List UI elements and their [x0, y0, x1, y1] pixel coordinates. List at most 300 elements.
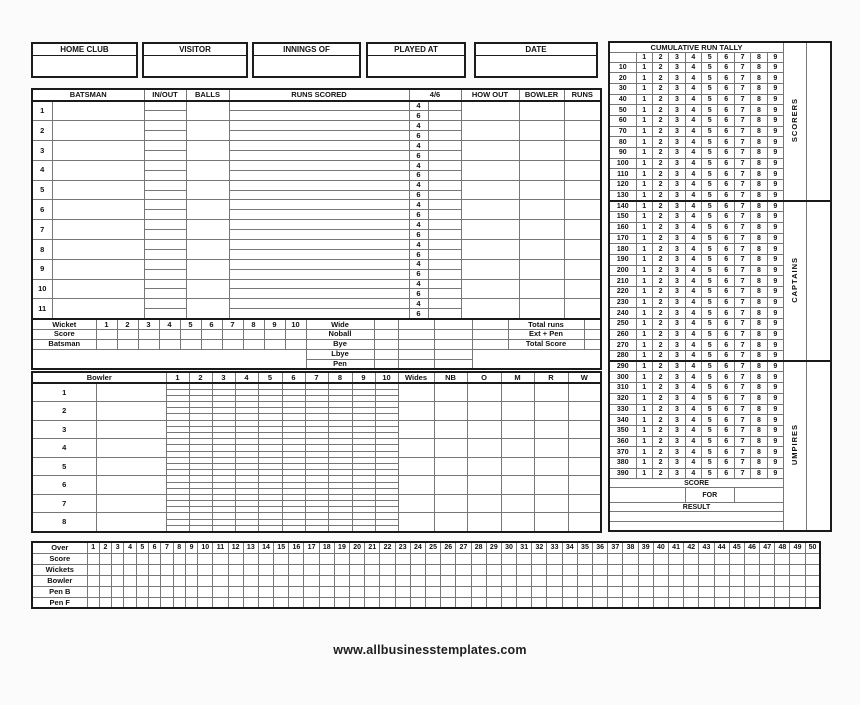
totals-area-cell [472, 349, 601, 369]
four-label: 4 [409, 220, 428, 230]
over-ball-cell [235, 525, 258, 531]
tally-run-cell: 2 [652, 222, 668, 233]
tally-run-cell: 4 [685, 265, 701, 276]
in-cell [144, 299, 186, 309]
tally-run-cell: 5 [702, 222, 718, 233]
over-number-header: 30 [501, 542, 516, 553]
match-info-label-played-at: PLAYED AT [368, 44, 464, 56]
over-number-header: 15 [274, 542, 289, 553]
tally-run-cell: 7 [734, 436, 750, 447]
batsman-row-number: 6 [32, 200, 52, 220]
tally-run-cell: 5 [702, 180, 718, 191]
score-cell [562, 553, 577, 564]
over-number-header: 43 [699, 542, 714, 553]
match-info-label-date: DATE [476, 44, 596, 56]
pen-b-cell [684, 586, 699, 597]
tally-run-cell: 4 [685, 105, 701, 116]
wickets-taken-cell [568, 513, 601, 532]
tally-run-cell: 9 [767, 244, 783, 255]
tally-run-cell: 8 [751, 404, 767, 415]
pen-f-cell [380, 597, 395, 608]
how-out-cell [461, 259, 519, 279]
pen-b-cell [289, 586, 304, 597]
runs-total-cell [564, 200, 601, 220]
four-label: 4 [409, 239, 428, 249]
bowler-cell [668, 575, 683, 586]
tally-run-cell: 5 [702, 415, 718, 426]
no-balls-cell [434, 513, 467, 532]
tally-run-cell: 7 [734, 383, 750, 394]
tally-run-cell: 8 [751, 190, 767, 201]
tally-run-cell: 8 [751, 233, 767, 244]
pen-b-cell [501, 586, 516, 597]
tally-run-cell: 4 [685, 308, 701, 319]
match-info-label-innings-of: INNINGS OF [254, 44, 359, 56]
over-number-header: 16 [289, 542, 304, 553]
tally-run-cell: 7 [734, 83, 750, 94]
tally-run-cell: 4 [685, 319, 701, 330]
score-cell [577, 553, 592, 564]
tally-run-cell: 5 [702, 148, 718, 159]
bowler-row-number: 7 [32, 494, 96, 513]
bowler-name-cell [96, 439, 166, 458]
runs-conceded-cell [534, 513, 568, 532]
wicket-number-cell: 4 [159, 319, 180, 329]
bowler-row-number: 5 [32, 457, 96, 476]
tally-run-cell: 4 [685, 361, 701, 372]
tally-run-cell: 1 [636, 201, 652, 212]
score-label: SCORE [609, 479, 784, 488]
wickets-cell [161, 564, 173, 575]
tally-run-cell: 8 [751, 137, 767, 148]
tally-run-cell: 7 [734, 351, 750, 362]
bowler-cell [562, 575, 577, 586]
fours-count-cell [428, 259, 461, 269]
tally-run-cell: 6 [718, 169, 734, 180]
tally-run-cell: 7 [734, 308, 750, 319]
overs-cell [467, 420, 501, 439]
footer-url: www.allbusinesstemplates.com [333, 643, 527, 657]
pen-f-cell [653, 597, 668, 608]
tally-run-cell: 7 [734, 457, 750, 468]
extras-value-cell [472, 319, 508, 329]
runs-conceded-cell [534, 476, 568, 495]
batsman-table [31, 88, 602, 320]
tally-run-cell: 9 [767, 457, 783, 468]
bowler-cell [456, 575, 471, 586]
over-number-header: 8 [173, 542, 185, 553]
tally-run-cell: 3 [669, 180, 685, 191]
bowler-credit-cell [519, 239, 564, 259]
tally-run-cell: 2 [652, 137, 668, 148]
bowler-row-number: 1 [32, 383, 96, 402]
pen-b-cell [243, 586, 258, 597]
pen-b-cell [365, 586, 380, 597]
tally-run-cell: 6 [718, 393, 734, 404]
wicket-fall-cell [201, 329, 222, 339]
pen-b-cell [274, 586, 289, 597]
tally-run-cell: 5 [702, 94, 718, 105]
tally-run-cell: 5 [702, 457, 718, 468]
tally-run-cell: 3 [669, 372, 685, 383]
batsman-row-number: 9 [32, 259, 52, 279]
four-label: 4 [409, 200, 428, 210]
bowler-row-number: 2 [32, 402, 96, 421]
tally-run-cell: 7 [734, 169, 750, 180]
wicket-number-cell: 2 [117, 319, 138, 329]
batsman-name-cell [52, 180, 144, 200]
sixes-count-cell [428, 249, 461, 259]
score-cell [380, 553, 395, 564]
score-cell [410, 553, 425, 564]
wickets-cell [608, 564, 623, 575]
bowler-cell [213, 575, 228, 586]
tally-row-label: 30 [609, 83, 636, 94]
match-info-field-innings-of [254, 56, 359, 77]
in-cell [144, 121, 186, 131]
extras-row [32, 349, 601, 359]
pen-b-cell [112, 586, 124, 597]
bowler-cell [805, 575, 820, 586]
wickets-cell [350, 564, 365, 575]
bowler-cell [228, 575, 243, 586]
tally-run-cell: 2 [652, 286, 668, 297]
wickets-taken-cell [568, 402, 601, 421]
tally-run-cell: 2 [652, 404, 668, 415]
tally-run-cell: 7 [734, 201, 750, 212]
over-table-row-wickets [32, 564, 820, 575]
bowler-cell [517, 575, 532, 586]
tally-run-cell: 9 [767, 158, 783, 169]
how-out-cell [461, 180, 519, 200]
runs-scored-line [229, 239, 409, 249]
pen-b-cell [395, 586, 410, 597]
pen-f-cell [173, 597, 185, 608]
tally-run-cell: 9 [767, 308, 783, 319]
tally-row-label: 220 [609, 286, 636, 297]
over-number-header: 31 [517, 542, 532, 553]
over-number-header: 28 [471, 542, 486, 553]
batsman-row-number: 7 [32, 220, 52, 240]
extras-label-noball: Noball [306, 329, 374, 339]
bowler-cell [577, 575, 592, 586]
bowler-cell [653, 575, 668, 586]
batsman-row [32, 101, 601, 111]
tally-run-cell: 7 [734, 137, 750, 148]
tally-run-cell: 4 [685, 158, 701, 169]
tally-run-cell: 1 [636, 457, 652, 468]
over-number-header: 34 [562, 542, 577, 553]
how-out-cell [461, 121, 519, 141]
in-cell [144, 141, 186, 151]
in-cell [144, 259, 186, 269]
bowler-name-cell [96, 383, 166, 402]
tally-run-cell: 3 [669, 447, 685, 458]
bowler-cell [760, 575, 775, 586]
sixes-count-cell [428, 289, 461, 299]
col-header-over-6: 6 [282, 372, 305, 383]
tally-run-cell: 9 [767, 425, 783, 436]
pen-b-cell [148, 586, 160, 597]
pen-f-cell [684, 597, 699, 608]
pen-f-cell [517, 597, 532, 608]
how-out-cell [461, 239, 519, 259]
tally-run-cell: 7 [734, 276, 750, 287]
tally-run-cell: 8 [751, 457, 767, 468]
col-header-batsman: BATSMAN [32, 89, 144, 101]
batsman-row-number: 1 [32, 101, 52, 121]
tally-row-label: 360 [609, 436, 636, 447]
wides-cell [398, 383, 434, 402]
over-number-header: 19 [334, 542, 349, 553]
wicket-fall-cell [201, 339, 222, 349]
tally-run-cell: 7 [734, 447, 750, 458]
bowler-credit-cell [519, 200, 564, 220]
tally-run-cell: 2 [652, 361, 668, 372]
pen-b-cell [486, 586, 501, 597]
tally-run-cell: 9 [767, 148, 783, 159]
bowler-cell [395, 575, 410, 586]
bowler-credit-cell [519, 259, 564, 279]
pen-b-cell [471, 586, 486, 597]
score-cell [304, 553, 319, 564]
batsman-name-cell [52, 299, 144, 319]
bowler-cell [185, 575, 197, 586]
tally-run-cell: 6 [718, 297, 734, 308]
six-label: 6 [409, 170, 428, 180]
tally-run-cell: 2 [652, 265, 668, 276]
wickets-cell [213, 564, 228, 575]
tally-run-cell: 8 [751, 83, 767, 94]
tally-run-cell: 3 [669, 436, 685, 447]
score-cell [486, 553, 501, 564]
extras-row [32, 339, 601, 349]
tally-run-cell: 8 [751, 212, 767, 223]
bowler-cell [623, 575, 638, 586]
col-header-four-six: 4/6 [409, 89, 461, 101]
extras-label-lbye: Lbye [306, 349, 374, 359]
wicket-fall-cell [222, 339, 243, 349]
extras-value-cell [434, 329, 472, 339]
wickets-cell [668, 564, 683, 575]
tally-run-cell: 2 [652, 201, 668, 212]
tally-row-label: 100 [609, 158, 636, 169]
over-ball-cell [375, 525, 398, 531]
over-number-header: 6 [148, 542, 160, 553]
totals-label-total-runs: Total runs [508, 319, 584, 329]
side-signature-cell-captains [807, 201, 831, 361]
out-cell [144, 210, 186, 220]
over-number-header: 47 [760, 542, 775, 553]
tally-run-cell: 7 [734, 222, 750, 233]
pen-b-cell [213, 586, 228, 597]
over-table-row-bowler [32, 575, 820, 586]
tally-run-cell: 3 [669, 393, 685, 404]
tally-run-cell: 7 [734, 158, 750, 169]
tally-run-cell: 1 [636, 468, 652, 479]
match-info-field-played-at [368, 56, 464, 77]
tally-row-label: 60 [609, 115, 636, 126]
tally-digit-header: 6 [718, 52, 734, 62]
batsman-row [32, 200, 601, 210]
pen-f-cell [593, 597, 608, 608]
out-cell [144, 289, 186, 299]
pen-f-cell [395, 597, 410, 608]
col-header-over-3: 3 [212, 372, 235, 383]
wickets-cell [148, 564, 160, 575]
six-label: 6 [409, 190, 428, 200]
tally-run-cell: 8 [751, 425, 767, 436]
wickets-taken-cell [568, 476, 601, 495]
wickets-cell [471, 564, 486, 575]
wickets-cell [395, 564, 410, 575]
batsman-row-number: 3 [32, 141, 52, 161]
bowler-header-row [32, 372, 601, 383]
tally-run-cell: 4 [685, 404, 701, 415]
wicket-number-cell: 6 [201, 319, 222, 329]
tally-run-cell: 1 [636, 137, 652, 148]
wickets-cell [124, 564, 136, 575]
score-cell [350, 553, 365, 564]
tally-run-cell: 4 [685, 201, 701, 212]
tally-digit-header: 3 [669, 52, 685, 62]
tally-run-cell: 8 [751, 180, 767, 191]
totals-value-cell [584, 339, 601, 349]
tally-run-cell: 4 [685, 457, 701, 468]
runs-scored-line [229, 101, 409, 111]
bowler-cell [304, 575, 319, 586]
tally-row-label: 210 [609, 276, 636, 287]
tally-run-cell: 4 [685, 393, 701, 404]
bowler-cell [319, 575, 334, 586]
tally-run-cell: 8 [751, 372, 767, 383]
over-number-header: 32 [532, 542, 547, 553]
tally-run-cell: 4 [685, 180, 701, 191]
col-header-over-1: 1 [166, 372, 189, 383]
tally-run-cell: 3 [669, 201, 685, 212]
tally-run-cell: 3 [669, 361, 685, 372]
match-info-box-played-at [366, 42, 466, 78]
tally-run-cell: 8 [751, 201, 767, 212]
tally-run-cell: 3 [669, 457, 685, 468]
col-header-how-out: HOW OUT [461, 89, 519, 101]
tally-run-cell: 9 [767, 73, 783, 84]
wickets-cell [334, 564, 349, 575]
tally-run-cell: 4 [685, 254, 701, 265]
extras-value-cell [374, 349, 398, 359]
wicket-fall-cell [243, 329, 264, 339]
tally-run-cell: 6 [718, 83, 734, 94]
pen-b-cell [593, 586, 608, 597]
tally-digit-header: 4 [685, 52, 701, 62]
bowler-name-cell [96, 457, 166, 476]
bowler-credit-cell [519, 141, 564, 161]
batsman-row-number: 5 [32, 180, 52, 200]
tally-digit-header: 9 [767, 52, 783, 62]
wicket-number-cell: 10 [285, 319, 306, 329]
score-cell [334, 553, 349, 564]
wickets-cell [365, 564, 380, 575]
tally-run-cell: 9 [767, 319, 783, 330]
pen-f-cell [486, 597, 501, 608]
sixes-count-cell [428, 111, 461, 121]
match-info-field-visitor [144, 56, 246, 77]
no-balls-cell [434, 402, 467, 421]
extras-value-cell [472, 339, 508, 349]
pen-b-cell [532, 586, 547, 597]
wickets-taken-cell [568, 439, 601, 458]
wickets-cell [501, 564, 516, 575]
wickets-cell [744, 564, 759, 575]
no-balls-cell [434, 439, 467, 458]
tally-run-cell: 6 [718, 351, 734, 362]
pen-f-cell [714, 597, 729, 608]
tally-run-cell: 4 [685, 297, 701, 308]
tally-run-cell: 8 [751, 286, 767, 297]
extras-label-pen: Pen [306, 359, 374, 369]
over-number-header: 4 [124, 542, 136, 553]
wickets-cell [760, 564, 775, 575]
tally-run-cell: 3 [669, 415, 685, 426]
wides-cell [398, 439, 434, 458]
in-cell [144, 220, 186, 230]
tally-run-cell: 7 [734, 329, 750, 340]
tally-run-cell: 2 [652, 212, 668, 223]
runs-scored-line [229, 131, 409, 141]
pen-f-cell [562, 597, 577, 608]
fours-count-cell [428, 121, 461, 131]
col-header-bowler: BOWLER [519, 89, 564, 101]
batsman-row-number: 2 [32, 121, 52, 141]
runs-total-cell [564, 121, 601, 141]
tally-run-cell: 6 [718, 436, 734, 447]
bowler-cell [258, 575, 273, 586]
tally-run-cell: 8 [751, 436, 767, 447]
tally-run-cell: 3 [669, 169, 685, 180]
score-cell [87, 553, 99, 564]
col-header-w: W [568, 372, 601, 383]
bowler-credit-cell [519, 279, 564, 299]
tally-digit-header: 8 [751, 52, 767, 62]
tally-run-cell: 9 [767, 94, 783, 105]
over-number-header: 25 [425, 542, 440, 553]
tally-run-cell: 1 [636, 126, 652, 137]
score-cell [760, 553, 775, 564]
col-header-r: R [534, 372, 568, 383]
pen-f-cell [198, 597, 213, 608]
wickets-cell [185, 564, 197, 575]
tally-run-cell: 5 [702, 329, 718, 340]
tally-run-cell: 4 [685, 73, 701, 84]
tally-run-cell: 6 [718, 286, 734, 297]
balls-cell [186, 121, 229, 141]
tally-run-cell: 3 [669, 105, 685, 116]
no-balls-cell [434, 383, 467, 402]
balls-cell [186, 101, 229, 121]
col-header-runs: RUNS [564, 89, 601, 101]
wickets-cell [136, 564, 148, 575]
wicket-fall-cell [138, 329, 159, 339]
over-number-header: 49 [790, 542, 805, 553]
pen-b-cell [304, 586, 319, 597]
tally-run-cell: 9 [767, 190, 783, 201]
pen-b-cell [410, 586, 425, 597]
match-info-label-home-club: HOME CLUB [33, 44, 136, 56]
fours-count-cell [428, 279, 461, 289]
out-cell [144, 150, 186, 160]
tally-run-cell: 9 [767, 361, 783, 372]
runs-conceded-cell [534, 402, 568, 421]
